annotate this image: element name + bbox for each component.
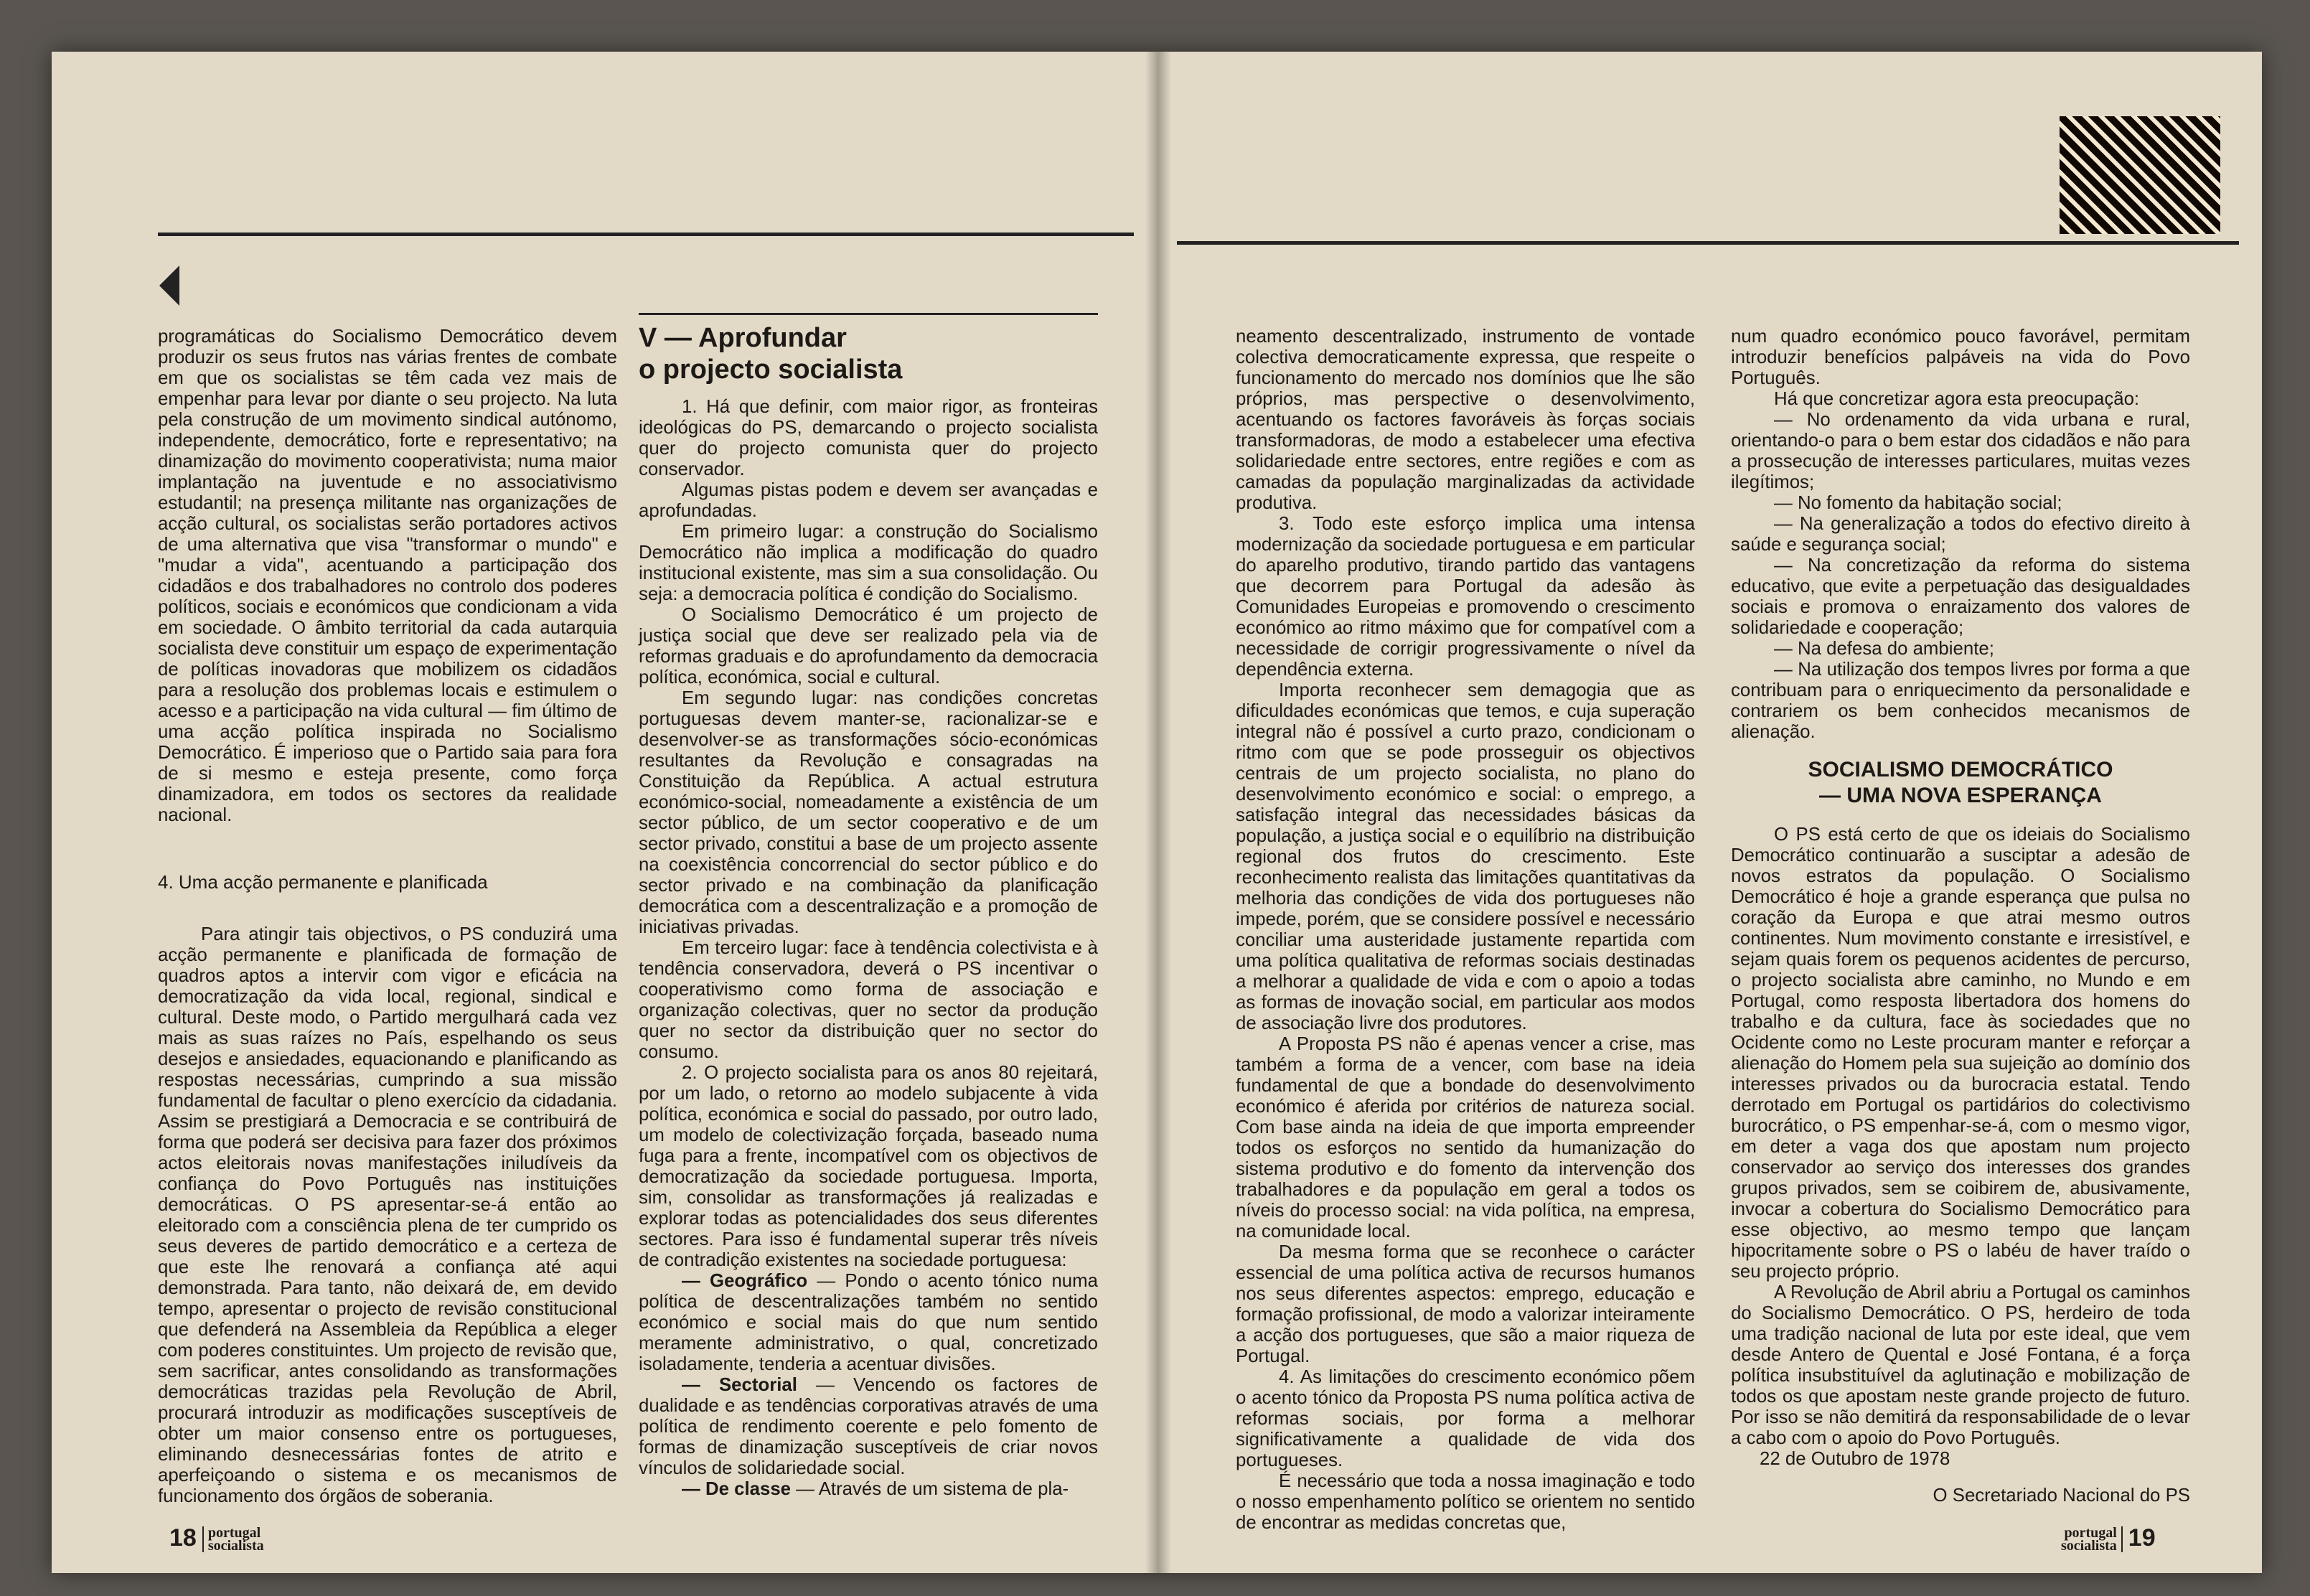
page-number: 19 — [2128, 1524, 2156, 1552]
paragraph — [639, 1479, 1098, 1500]
list-item: — Na defesa do ambiente; — [1774, 639, 1994, 659]
paragraph: Da mesma forma que se reconhece o carácter essencial de uma política activa de recursos humanos nos seus diferentes aspectos: emprego, educação e formação profissional, de modo a valorizar inteiramente a acção dos portugueses, que são a maior riqueza de Portugal. — [1236, 1242, 1695, 1366]
section-title-line: V — Aprofundar — [639, 323, 847, 353]
logo-line: socialista — [2061, 1538, 2117, 1554]
paragraph: neamento descentralizado, instrumento de vontade colectiva democraticamente expressa, que respeite o funcionamento do mercado nos domínios que lhe são próprios, mas perspective o desenvolvimento, acentuando os factores favoráveis às forças sociais transformadoras, de modo a estabelecer uma efectiva solidariedade entre sectores, entre regiões e com as camadas da população marginalizadas da actividade produtiva. — [1236, 327, 1695, 513]
paragraph: Em terceiro lugar: face à tendência colectivista e à tendência conservadora, deverá o PS incentivar o cooperativismo como forma de associação e organização colectivas, quer no sector da produção quer no sector da distribuição quer no sector do consumo. — [639, 938, 1098, 1062]
magazine-spread — [52, 52, 2262, 1573]
paragraph: A Proposta PS não é apenas vencer a crise, mas também a forma de a vencer, com base na ideia fundamental de que a bondade do desenvolvimento económico é aferida por critérios de natureza social. Com base ainda na ideia de que importa empreender todos os esforços no sentido da humanização do sistema produtivo e do fomento da intervenção dos trabalhadores e da população em geral a todos os níveis do processo social: na vida política, na empresa, na comunidade local. — [1236, 1034, 1695, 1241]
arrow-left-icon — [159, 266, 179, 306]
page-number: 18 — [169, 1524, 197, 1552]
paragraph: Há que concretizar agora esta preocupação: — [1774, 389, 2140, 409]
left-page — [52, 52, 1157, 1573]
paragraph: Algumas pistas podem e devem ser avançadas e aprofundadas. — [639, 480, 1098, 521]
paragraph: 1. Há que definir, com maior rigor, as fronteiras ideológicas do PS, demarcando o projecto socialista quer do projecto comunista quer do projecto conservador. — [639, 397, 1098, 479]
paragraph-text: — Através de um sistema de pla- — [791, 1479, 1069, 1499]
logo-line: portugal — [2064, 1525, 2117, 1541]
paragraph — [639, 1271, 1098, 1375]
paragraph: Importa reconhecer sem demagogia que as dificuldades económicas que temos, e cuja superação integral não é possível a curto prazo, condicionam o ritmo com que se pode prosseguir os objectivos centrais de um projecto socialista, no plano do desenvolvimento económico e social: o emprego, a satisfação integral das necessidades básicas da população, a justiça social e o equilíbrio na distribuição regional dos frutos do crescimento. Este reconhecimento realista das limitações quantitativas da melhoria das condições de vida dos portugueses não impede, porém, que se considere possível e necessário conciliar uma austeridade justamente repartida com uma política qualitativa de reformas sociais destinadas a melhorar a qualidade de vida e com o apoio a todas as formas de inovação social, em particular aos modos de associação livre dos produtores. — [1236, 680, 1695, 1033]
paragraph: programáticas do Socialismo Democrático devem produzir os seus frutos nas várias frentes de combate em que os socialistas se têm cada vez mais de empenhar para levar por diante o seu projecto. Na luta pela construção de um movimento sindical autónomo, independente, democrático, forte e representativo; na dinamização do movimento cooperativista; numa maior implantação na juventude e no associativismo estudantil; na presença militante nas organizações de acção cultural, os socialistas serão portadores activos de uma alternativa que visa "transformar o mundo" e "mudar a vida", acentuando a participação dos cidadãos e dos trabalhadores no controlo dos poderes políticos, sociais e económicos que condicionam a vida em sociedade. O âmbito territorial da cada autarquia socialista deve constituir um espaço de experimentação de políticas inovadoras que mobilizem os cidadãos para a resolução dos problemas locais e estimulem o acesso e a participação na vida cultural — fim último de uma acção política inspirada no Socialismo Democrático. É imperioso que o Partido saia para fora de si mesmo e esteja presente, como força dinamizadora, em todos os sectores da realidade nacional. — [158, 327, 617, 825]
column-1 — [158, 327, 617, 1507]
bold-label: — Geográfico — [682, 1271, 808, 1291]
paragraph-text: — Vencendo os factores de dualidade e as tendências corporativas através de uma política de rendimento coerente e pelo fomento de formas de dinamização susceptíveis de criar novos vínculos de solidariedade social. — [639, 1375, 1098, 1478]
page-footer — [2061, 1524, 2156, 1552]
paragraph: O PS está certo de que os ideiais do Socialismo Democrático continuarão a susciptar a adesão de novos estratos da população. O Socialismo Democrático é hoje a grande esperança que pulsa no coração da Europa e que atrai mesmo outros continentes. Num movimento constante e irresistível, e sejam quais forem os pequenos acidentes de percurso, o projecto socialista abre caminho, no Mundo e em Portugal, como resposta libertadora dos homens do trabalho e da cultura, face às sociedades que no Ocidente como no Leste procuram manter e reforçar a alienação do Homem pela sua sujeição ao domínio dos interesses privados ou da burocracia estatal. Tendo derrotado em Portugal os partidários do colectivismo burocrático, o PS empenhar-se-á, com o mesmo vigor, em deter a vaga dos que apostam num projecto conservador ao serviço dos interesses dos grandes grupos privados, sem se coibirem de, abusivamente, invocar a cobertura do Socialismo Democrático para esse objectivo, ao mesmo tempo que lançam hipocritamente sobre o PS o labéu de haver traído o seu projecto próprio. — [1731, 825, 2190, 1282]
publication-logo — [202, 1526, 264, 1552]
list-item: — Na concretização da reforma do sistema educativo, que evite a perpetuação das desigualdades sociais e promova o enraizamento dos valores de solidariedade e cooperação; — [1731, 555, 2190, 638]
paragraph: A Revolução de Abril abriu a Portugal os caminhos do Socialismo Democrático. O PS, herdeiro de toda uma tradição nacional de luta por este ideal, que vem desde Antero de Quental e José Fontana, é a força política insubstituível da aglutinação e mobilização de todos os que apostam neste grande projecto de futuro. Por isso se não demitirá da responsabilidade de o levar a cabo com o apoio do Povo Português. — [1731, 1282, 2190, 1448]
signature-line: O Secretariado Nacional do PS — [1933, 1485, 2190, 1506]
logo-line: portugal — [207, 1525, 261, 1541]
bold-label: — Sectorial — [682, 1375, 797, 1395]
paragraph: Em segundo lugar: nas condições concretas portuguesas devem manter-se, racionalizar-se e desenvolver-se as transformações sócio-económicas resultantes da Revolução e consagradas na Constituição da República. A actual estrutura económico-social, nomeadamente a existência de um sector público, de um sector cooperativo e de um sector privado, constitui a base de um projecto assente na coexistência concorrencial do sector público e do sector privado e na combinação da planificação democrática com a descentralização e a promoção de iniciativas privadas. — [639, 688, 1098, 937]
paragraph — [639, 1375, 1098, 1479]
section-rule — [639, 313, 1098, 315]
spine-gutter — [1145, 52, 1171, 1573]
page-footer — [169, 1524, 264, 1552]
date-line: 22 de Outubro de 1978 — [1760, 1449, 1950, 1469]
paragraph: Em primeiro lugar: a construção do Socialismo Democrático não implica a modificação do quadro institucional existente, mas sim a sua consolidação. Ou seja: a democracia política é condição do Socialismo. — [639, 522, 1098, 604]
paragraph: num quadro económico pouco favorável, permitam introduzir benefícios palpáveis na vida do Povo Português. — [1731, 327, 2190, 388]
paragraph: 3. Todo este esforço implica uma intensa modernização da sociedade portuguesa e em particular do aparelho produtivo, tirando partido das vantagens que decorrem para Portugal da adesão às Comunidades Europeias e promovendo o crescimento económico ao ritmo máximo que for compatível com a necessidade de corrigir progressivamente o nível da dependência externa. — [1236, 514, 1695, 680]
list-item: — Na utilização dos tempos livres por forma a que contribuam para o enriquecimento da personalidade e contrariem os bem conhecidos mecanismos de alienação. — [1731, 659, 2190, 742]
publication-logo — [2061, 1526, 2123, 1552]
header-rule — [158, 233, 1134, 236]
list-item: — Na generalização a todos do efectivo direito à saúde e segurança social; — [1731, 514, 2190, 555]
paragraph: Para atingir tais objectivos, o PS conduzirá uma acção permanente e planificada de formação de quadros aptos a intervir com vigor e eficácia na democratização da vida local, regional, sindical e cultural. Deste modo, o Partido mergulhará cada vez mais as suas raízes no País, espelhando os seus desejos e ansiedades, equacionando e planificando as respostas necessárias, cumprindo a sua missão fundamental de facultar o pleno exercício da cidadania. Assim se prestigiará a Democracia e se contribuirá de forma que poderá ser decisiva para fazer dos próximos actos eleitorais novas manifestações iniludíveis da confiança do Povo Português nas instituições democráticas. O PS apresentar-se-á então ao eleitorado com a consciência plena de ter cumprido os seus deveres de partido democrático e a certeza de que este lhe renovará a confiança até aqui demonstrada. Para tanto, não deixará de, em devido tempo, apresentar o projecto de revisão constitucional que defenderá na Assembleia da República a eleger com poderes constituintes. Um projecto de revisão que, sem sacrificar, antes consolidando as transformações democráticas trazidas pela Revolução de Abril, procurará introduzir as modificações susceptíveis de obter um maior consenso entre os portugueses, eliminando desnecessárias fontes de atrito e aperfeiçoando o sistema e os mecanismos de funcionamento dos órgãos de soberania. — [158, 924, 617, 1506]
column-2 — [639, 313, 1098, 1500]
header-photo — [2060, 116, 2220, 234]
section-heading-line: — UMA NOVA ESPERANÇA — [1819, 784, 2102, 807]
paragraph: É necessário que toda a nossa imaginação e todo o nosso empenhamento político se orientem no sentido de encontrar as medidas concretas que, — [1236, 1471, 1695, 1533]
section-heading: 4. Uma acção permanente e planificada — [158, 871, 488, 893]
column-4 — [1731, 327, 2190, 1506]
list-item: — No ordenamento da vida urbana e rural, orientando-o para o bem estar dos cidadãos e não para a prossecução de interesses particulares, muitas vezes ilegítimos; — [1731, 410, 2190, 492]
paragraph-text: — Pondo o acento tónico numa política de descentralizações também no sentido económico e social mais do que num sentido meramente administrativo, o qual, concretizado isoladamente, tenderia a acentuar divisões. — [639, 1271, 1098, 1374]
list-item: — No fomento da habitação social; — [1774, 493, 2062, 513]
bold-label: — De classe — [682, 1479, 792, 1499]
section-title — [639, 322, 1098, 385]
section-heading-line: SOCIALISMO DEMOCRÁTICO — [1808, 758, 2113, 781]
section-title-line: o projecto socialista — [639, 355, 903, 385]
paragraph: 2. O projecto socialista para os anos 80 rejeitará, por um lado, o retorno ao modelo subjacente à vida política, económica e social do passado, por outro lado, um modelo de colectivização forçada, baseado numa fuga para a frente, incompatível com os objectivos de democratização da sociedade portuguesa. Importa, sim, consolidar as transformações já realizadas e explorar todas as potencialidades dos seus diferentes sectores. Para isso é fundamental superar três níveis de contradição existentes na sociedade portuguesa: — [639, 1063, 1098, 1270]
logo-line: socialista — [207, 1538, 264, 1554]
section-heading — [1731, 757, 2190, 809]
header-rule — [1177, 241, 2239, 245]
column-3 — [1236, 327, 1695, 1534]
paragraph: O Socialismo Democrático é um projecto de justiça social que deve ser realizado pela via de reformas graduais e do aprofundamento da democracia política, económica, social e cultural. — [639, 605, 1098, 687]
paragraph: 4. As limitações do crescimento económico põem o acento tónico da Proposta PS numa política activa de reformas sociais, por forma a melhorar significativamente a qualidade de vida dos portugueses. — [1236, 1367, 1695, 1470]
